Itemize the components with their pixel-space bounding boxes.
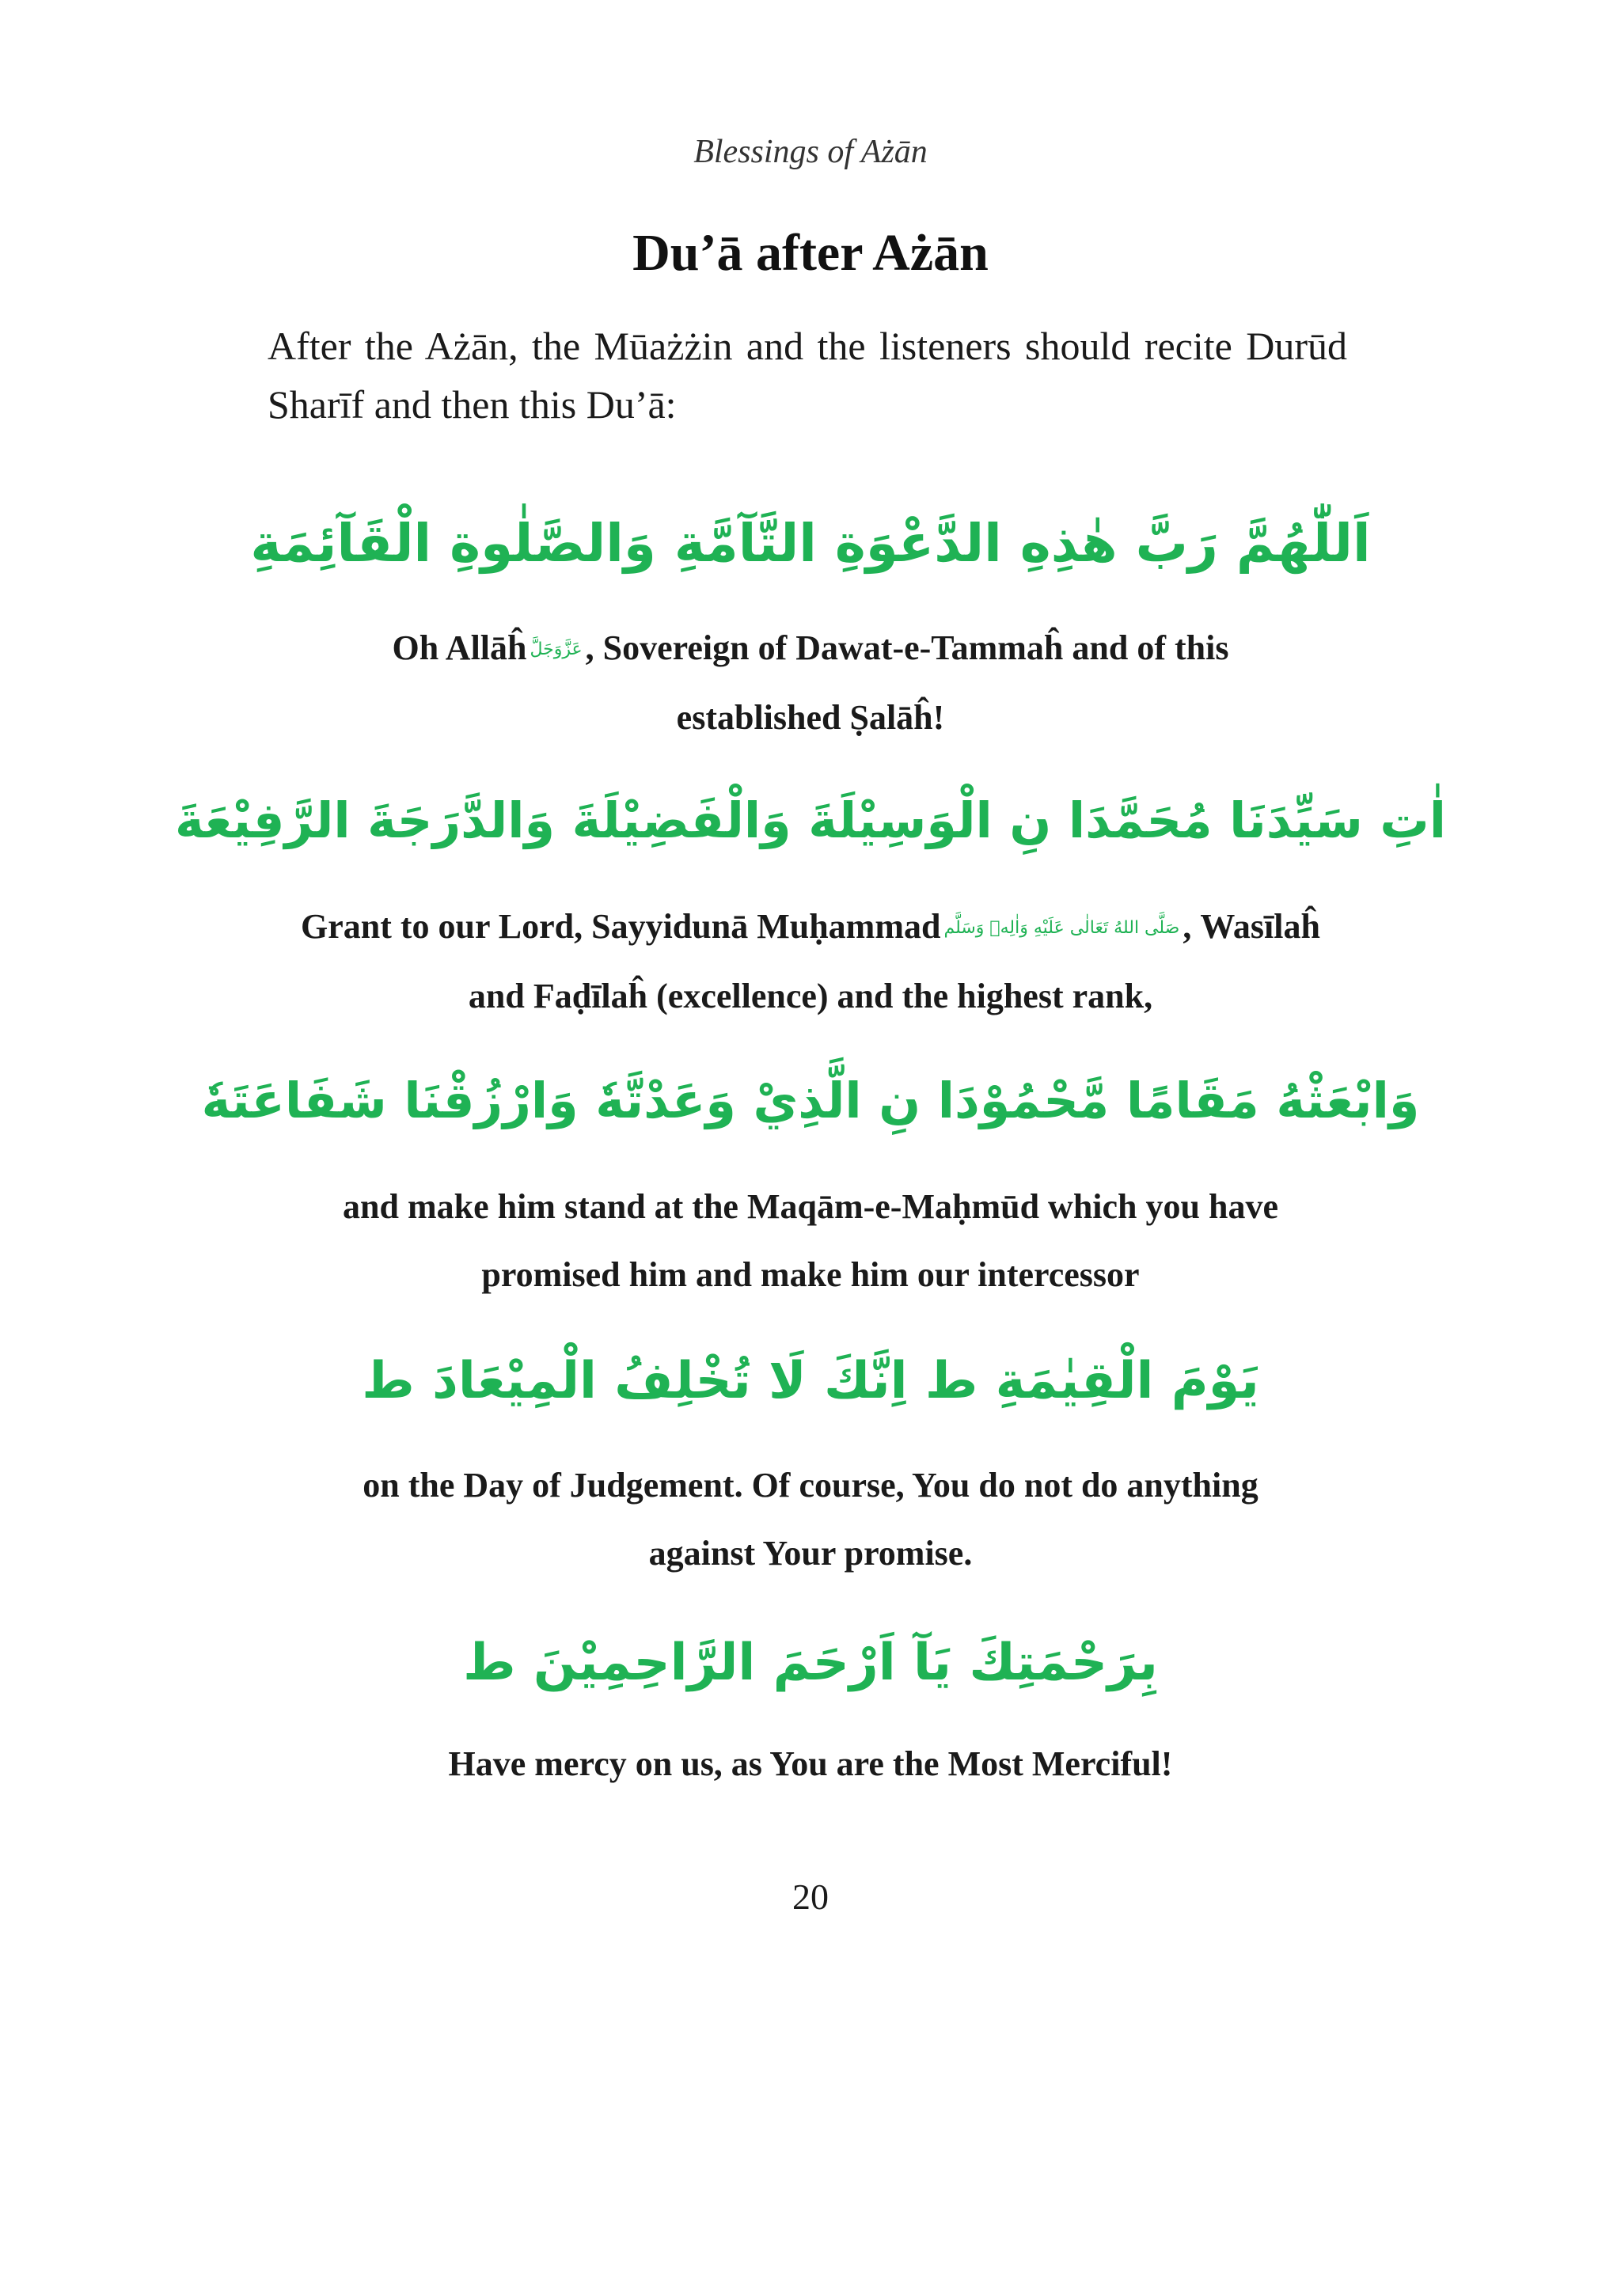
arabic-verse-2: اٰتِ سَيِّدَنَا مُحَمَّدَا نِ الْوَسِيْلَةَ وَالْفَضِيْلَةَ وَالدَّرَجَةَ الرَّفِيْعَةَ xyxy=(175,791,1446,849)
translation-5 xyxy=(158,1730,1463,1798)
honorific-glyph: صَلَّى اللهُ تَعَالٰى عَلَيْهِ وَاٰلِهٖ وَسَلَّم xyxy=(943,918,1180,938)
translation-4-line-1: on the Day of Judgement. Of course, You do not do anything xyxy=(363,1466,1258,1505)
translation-3 xyxy=(158,1173,1463,1309)
translation-1 xyxy=(158,614,1463,752)
intro-paragraph: After the Ażān, the Mūażżin and the listeners should recite Durūd Sharīf and then this Du’ā: xyxy=(268,324,1347,427)
translation-5-line-1: Have mercy on us, as You are the Most Merciful! xyxy=(448,1744,1173,1783)
translation-3-line-1: and make him stand at the Maqām-e-Maḥmūd which you have xyxy=(343,1187,1278,1226)
translation-3-line-2: promised him and make him our intercessor xyxy=(481,1255,1140,1294)
section-heading: Du’ā after Ażān xyxy=(632,224,989,282)
translation-1-line-1 xyxy=(158,614,1463,684)
translation-2-text-a: Grant to our Lord, Sayyidunā Muḥammad xyxy=(301,907,941,946)
translation-2-line-1 xyxy=(158,893,1463,962)
translation-2-line-2: and Faḍīlaĥ (excellence) and the highest rank, xyxy=(468,977,1153,1015)
translation-1-line-2: established Ṣalāĥ! xyxy=(676,698,945,737)
translation-1-text-b: , Sovereign of Dawat-e-Tammaĥ and of this xyxy=(585,628,1229,667)
arabic-verse-4: يَوْمَ الْقِيٰمَةِ ط اِنَّكَ لَا تُخْلِفُ الْمِيْعَادَ ط xyxy=(362,1352,1259,1410)
honorific-glyph: عَزَّوَجَلَّ xyxy=(530,639,583,659)
arabic-verse-3: وَابْعَثْهُ مَقَامًا مَّحْمُوْدَا نِ الَّذِيْ وَعَدْتَّهٗ وَارْزُقْنَا شَفَاعَتَهٗ xyxy=(201,1072,1420,1129)
running-header: Blessings of Ażān xyxy=(693,134,928,170)
translation-2-text-b: , Wasīlaĥ xyxy=(1183,907,1320,946)
translation-1-text-a: Oh Allāĥ xyxy=(392,628,527,667)
translation-4 xyxy=(158,1452,1463,1588)
arabic-verse-1: اَللّٰهُمَّ رَبَّ هٰذِهِ الدَّعْوَةِ التَّآمَّةِ وَالصَّلٰوةِ الْقَآئِمَةِ xyxy=(250,513,1371,574)
page-number: 20 xyxy=(792,1877,829,1917)
translation-4-line-2: against Your promise. xyxy=(648,1534,973,1573)
translation-2 xyxy=(158,893,1463,1030)
arabic-verse-5: بِرَحْمَتِكَ يَآ اَرْحَمَ الرَّاحِمِيْنَ ط xyxy=(463,1634,1158,1692)
